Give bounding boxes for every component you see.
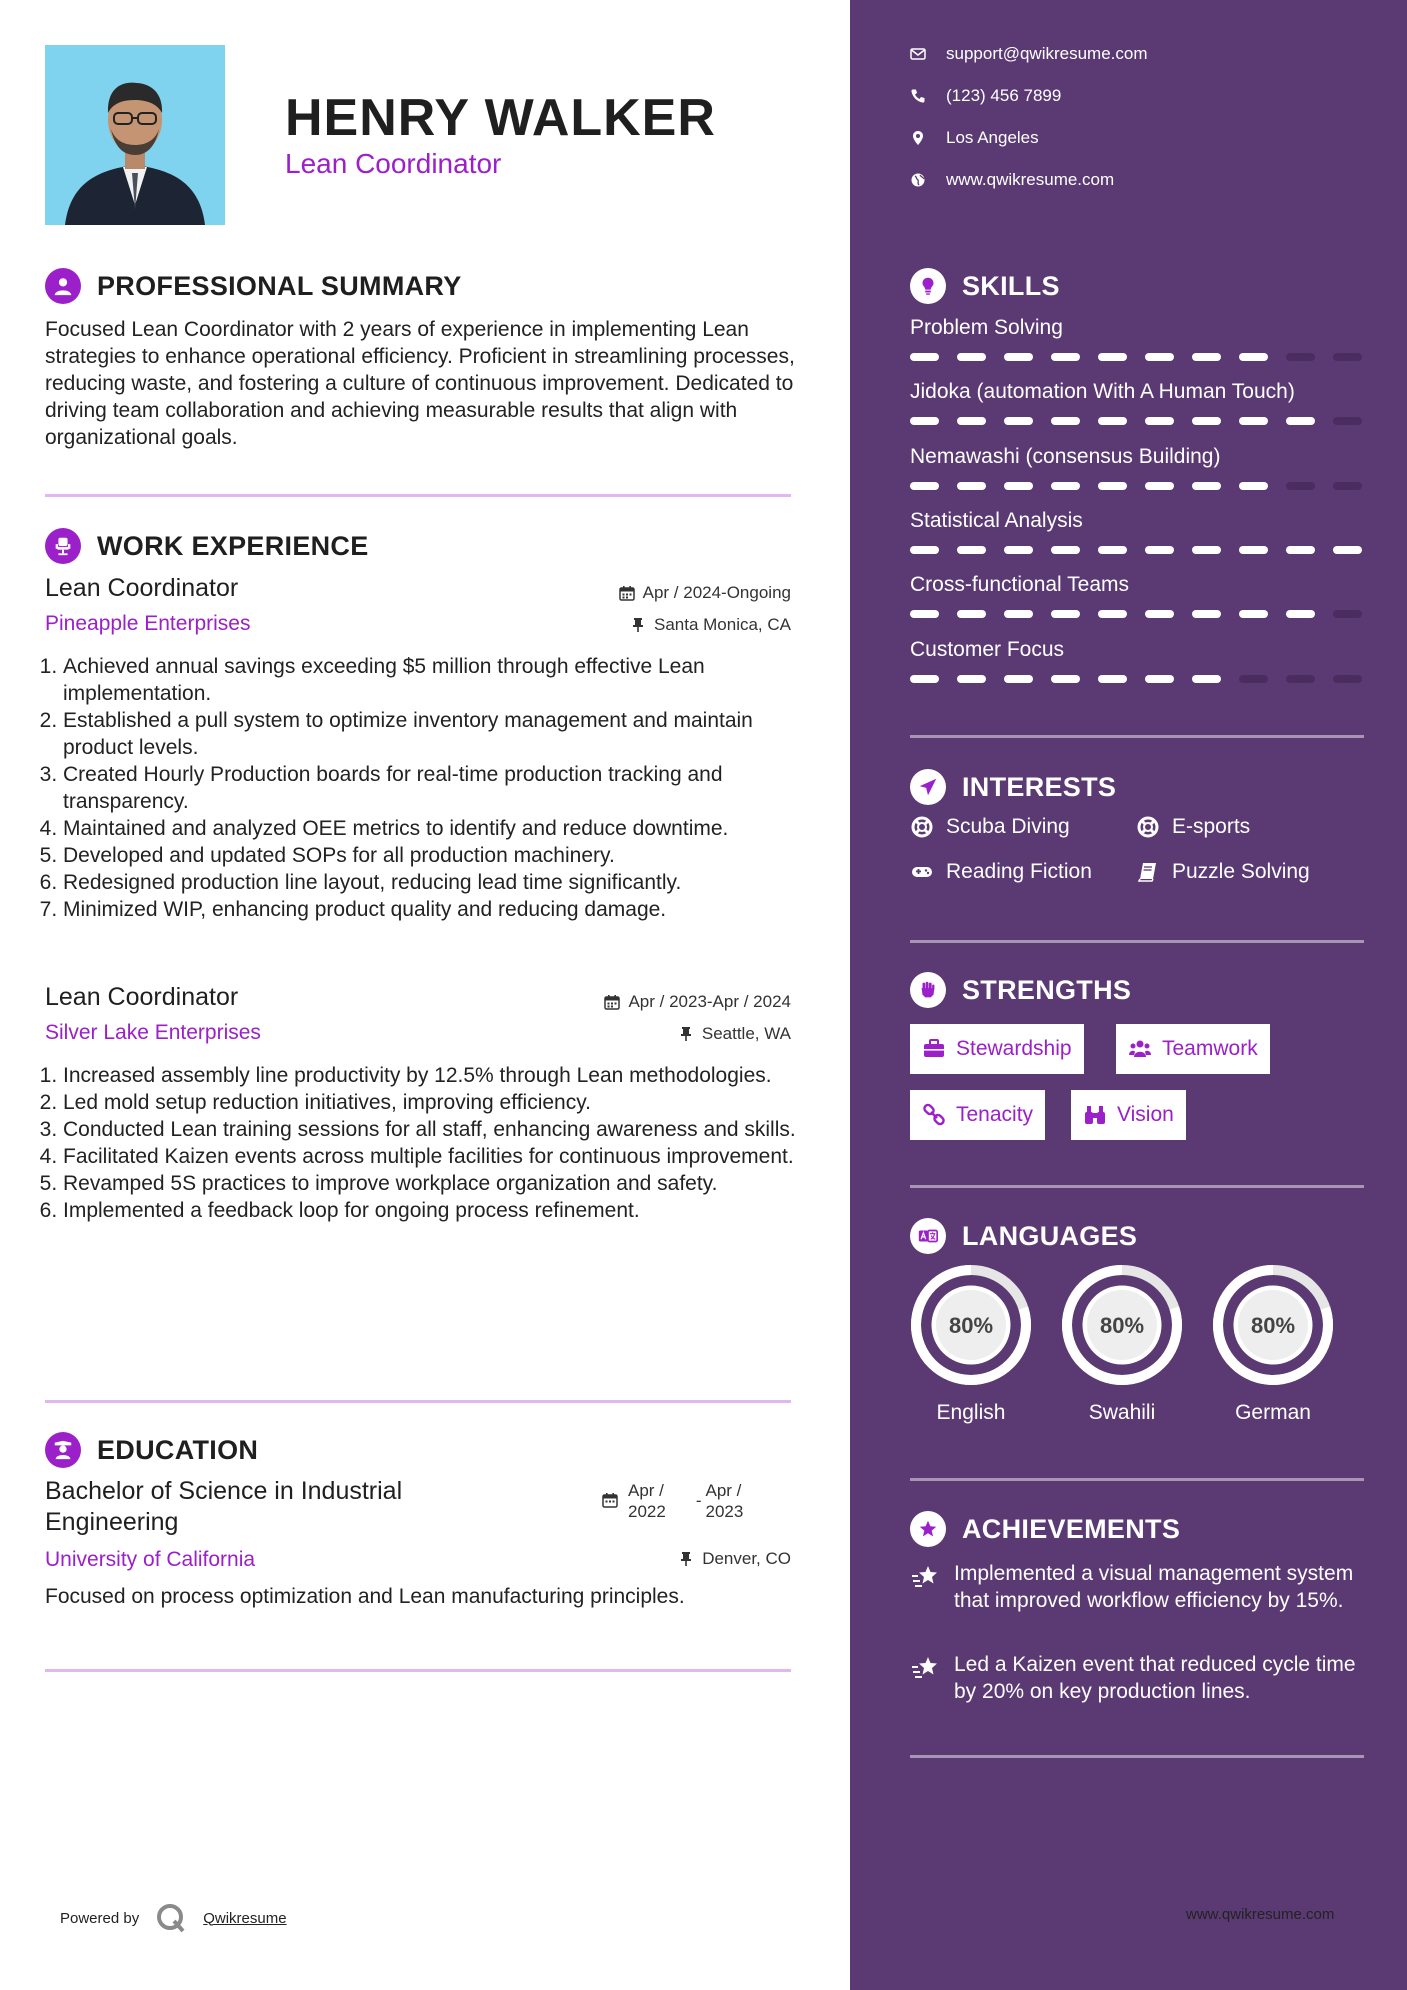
skill-item	[910, 638, 1370, 683]
skills-heading	[910, 268, 1060, 304]
language-item	[1212, 1264, 1334, 1425]
experience-heading	[45, 528, 369, 564]
interest-label: E-sports	[1172, 815, 1251, 838]
rating-dash-filled	[1051, 546, 1080, 554]
strength-chip	[910, 1024, 1084, 1074]
achievements-title: ACHIEVEMENTS	[962, 1513, 1181, 1544]
rating-dash-filled	[957, 417, 986, 425]
skill-item	[910, 509, 1370, 554]
list-item: 1. Increased assembly line productivity by 12.5% through Lean methodologies.	[63, 1062, 805, 1089]
end-year: 2023	[705, 1502, 744, 1521]
skill-rating	[910, 610, 1370, 618]
contact-email[interactable]	[910, 44, 1148, 64]
experience-title: WORK EXPERIENCE	[97, 530, 369, 561]
divider	[910, 1478, 1364, 1481]
rating-dash-filled	[1239, 482, 1268, 490]
achievement-text: Led a Kaizen event that reduced cycle time by 20% on key production lines.	[954, 1653, 1356, 1703]
rating-dash-empty	[1286, 675, 1315, 683]
phone-icon	[910, 88, 926, 104]
company-name: Pineapple Enterprises	[45, 612, 251, 635]
divider	[45, 494, 791, 497]
email-text: support@qwikresume.com	[946, 44, 1148, 63]
job-location	[630, 615, 791, 635]
strength-chip	[1116, 1024, 1270, 1074]
lifebuoy-icon	[910, 815, 934, 839]
rating-dash-filled	[1051, 417, 1080, 425]
job-title: Lean Coordinator	[45, 983, 239, 1011]
interest-item	[910, 860, 1092, 884]
rating-dash-filled	[1286, 417, 1315, 425]
rating-dash-filled	[1098, 610, 1127, 618]
list-item: 5. Developed and updated SOPs for all production machinery.	[63, 842, 805, 869]
list-item: 4. Facilitated Kaizen events across multiple facilities for continuous improvement.	[63, 1143, 805, 1170]
rating-dash-filled	[910, 610, 939, 618]
education-title: EDUCATION	[97, 1434, 259, 1465]
job-responsibilities	[45, 653, 805, 923]
skill-rating	[910, 675, 1370, 683]
paper-plane-icon	[910, 769, 946, 805]
divider	[45, 1669, 791, 1672]
language-percent: 80%	[948, 1313, 994, 1338]
star-badge-icon	[910, 1511, 946, 1547]
rating-dash-filled	[1239, 546, 1268, 554]
list-item: 7. Minimized WIP, enhancing product quality and reducing damage.	[63, 896, 805, 923]
degree-line: Bachelor of Science in Industrial	[45, 1477, 403, 1505]
link-icon	[922, 1103, 946, 1127]
rating-dash-filled	[1192, 417, 1221, 425]
rating-dash-filled	[1098, 675, 1127, 683]
rating-dash-filled	[1004, 417, 1033, 425]
powered-by	[60, 1902, 287, 1934]
language-gauge	[1061, 1264, 1183, 1386]
company-name: Silver Lake Enterprises	[45, 1021, 261, 1044]
list-item: 2. Established a pull system to optimize inventory management and maintain product levels.	[63, 707, 805, 761]
skill-rating	[910, 353, 1370, 361]
skill-item	[910, 316, 1370, 361]
rating-dash-filled	[1286, 610, 1315, 618]
education-heading	[45, 1432, 258, 1468]
rating-dash-filled	[1051, 482, 1080, 490]
user-circle-icon	[45, 268, 81, 304]
rating-dash-filled	[957, 482, 986, 490]
language-gauge	[910, 1264, 1032, 1386]
rating-dash-filled	[1004, 546, 1033, 554]
degree	[45, 1476, 402, 1538]
achievements-heading	[910, 1511, 1180, 1547]
rating-dash-filled	[1192, 482, 1221, 490]
strength-chip	[1071, 1090, 1186, 1140]
education-location-text: Denver, CO	[702, 1549, 791, 1568]
rating-dash-filled	[1145, 675, 1174, 683]
education-location	[678, 1549, 791, 1569]
strength-label: Teamwork	[1162, 1037, 1258, 1060]
rating-dash-filled	[910, 417, 939, 425]
strengths-title: STRENGTHS	[962, 974, 1132, 1005]
book-icon	[1136, 860, 1160, 884]
divider	[45, 1400, 791, 1403]
strength-label: Vision	[1117, 1103, 1174, 1126]
skill-name: Statistical Analysis	[910, 509, 1083, 532]
chair-icon	[45, 528, 81, 564]
rating-dash-filled	[1098, 417, 1127, 425]
divider	[910, 1755, 1364, 1758]
contact-website[interactable]	[910, 170, 1114, 190]
candidate-role: Lean Coordinator	[285, 148, 502, 179]
rating-dash-empty	[1333, 610, 1362, 618]
achievement-item	[910, 1560, 1370, 1614]
skills-title: SKILLS	[962, 270, 1060, 301]
shooting-star-icon	[910, 1653, 940, 1683]
summary-title: PROFESSIONAL SUMMARY	[97, 270, 462, 301]
rating-dash-filled	[1098, 546, 1127, 554]
skill-rating	[910, 482, 1370, 490]
language-name: English	[936, 1401, 1006, 1424]
language-item	[1061, 1264, 1183, 1425]
rating-dash-filled	[1145, 353, 1174, 361]
calendar-icon	[619, 585, 635, 601]
rating-dash-empty	[1286, 353, 1315, 361]
rating-dash-filled	[1333, 546, 1362, 554]
interest-label: Puzzle Solving	[1172, 860, 1310, 883]
gamepad-icon	[910, 860, 934, 884]
footer-website[interactable]: www.qwikresume.com	[1186, 1906, 1335, 1923]
rating-dash-filled	[957, 610, 986, 618]
list-item: 6. Implemented a feedback loop for ongoing process refinement.	[63, 1197, 805, 1224]
language-percent: 80%	[1099, 1313, 1145, 1338]
skill-name: Nemawashi (consensus Building)	[910, 445, 1221, 468]
rating-dash-filled	[1239, 610, 1268, 618]
powered-by-label: Powered by	[60, 1909, 140, 1927]
rating-dash-filled	[1145, 417, 1174, 425]
qwikresume-logo-icon	[155, 1902, 187, 1934]
language-percent: 80%	[1250, 1313, 1296, 1338]
rating-dash-empty	[1333, 675, 1362, 683]
globe-icon	[910, 172, 926, 188]
job-title: Lean Coordinator	[45, 574, 239, 602]
education-description: Focused on process optimization and Lean manufacturing principles.	[45, 1585, 685, 1608]
rating-dash-empty	[1333, 482, 1362, 490]
interest-label: Reading Fiction	[946, 860, 1092, 883]
skill-item	[910, 380, 1370, 425]
rating-dash-filled	[1004, 353, 1033, 361]
website-text: www.qwikresume.com	[946, 170, 1115, 189]
interest-item	[1136, 815, 1250, 839]
rating-dash-filled	[1051, 610, 1080, 618]
pin-icon	[678, 1026, 694, 1042]
end-date	[706, 1480, 744, 1522]
list-item: 3. Conducted Lean training sessions for all staff, enhancing awareness and skills.	[63, 1116, 805, 1143]
graduate-icon	[45, 1432, 81, 1468]
envelope-icon	[910, 46, 926, 62]
job-responsibilities	[45, 1062, 805, 1224]
profile-photo	[45, 45, 225, 225]
achievement-item	[910, 1651, 1370, 1705]
job-date	[604, 992, 791, 1012]
rating-dash-filled	[1004, 482, 1033, 490]
rating-dash-empty	[1333, 353, 1362, 361]
language-name: Swahili	[1088, 1401, 1156, 1424]
language-item	[910, 1264, 1032, 1425]
skill-rating	[910, 546, 1370, 554]
start-month: Apr /	[628, 1481, 664, 1500]
rating-dash-filled	[1004, 675, 1033, 683]
list-item: 5. Revamped 5S practices to improve workplace organization and safety.	[63, 1170, 805, 1197]
rating-dash-filled	[1098, 353, 1127, 361]
divider	[910, 735, 1364, 738]
list-item: 6. Redesigned production line layout, reducing lead time significantly.	[63, 869, 805, 896]
strength-label: Stewardship	[956, 1037, 1072, 1060]
skill-item	[910, 445, 1370, 490]
rating-dash-empty	[1239, 675, 1268, 683]
school-name: University of California	[45, 1548, 256, 1571]
rating-dash-filled	[1145, 482, 1174, 490]
achievement-text: Implemented a visual management system that improved workflow efficiency by 15%.	[954, 1562, 1354, 1612]
rating-dash-filled	[1004, 610, 1033, 618]
job-location-text: Seattle, WA	[701, 1024, 791, 1043]
candidate-name: HENRY WALKER	[285, 89, 716, 147]
rating-dash-empty	[1286, 482, 1315, 490]
interest-item	[1136, 860, 1310, 884]
qwikresume-link[interactable]: Qwikresume	[203, 1909, 287, 1927]
shooting-star-icon	[910, 1562, 940, 1592]
rating-dash-filled	[1286, 546, 1315, 554]
skill-name: Cross-functional Teams	[910, 573, 1130, 596]
rating-dash-filled	[1239, 353, 1268, 361]
contact-phone[interactable]	[910, 86, 1061, 106]
skill-name: Problem Solving	[910, 316, 1063, 339]
translate-icon	[910, 1218, 946, 1254]
languages-heading	[910, 1218, 1137, 1254]
phone-text: (123) 456 7899	[946, 86, 1062, 105]
languages-title: LANGUAGES	[962, 1220, 1138, 1251]
rating-dash-empty	[1333, 417, 1362, 425]
rating-dash-filled	[1192, 353, 1221, 361]
skill-item	[910, 573, 1370, 618]
education-date	[602, 1480, 743, 1522]
interests-heading	[910, 769, 1116, 805]
interests-title: INTERESTS	[962, 771, 1117, 802]
rating-dash-filled	[1145, 546, 1174, 554]
pin-icon	[678, 1551, 694, 1567]
calendar-icon	[602, 1492, 618, 1508]
list-item: 4. Maintained and analyzed OEE metrics to identify and reduce downtime.	[63, 815, 805, 842]
strength-label: Tenacity	[956, 1103, 1034, 1126]
rating-dash-filled	[957, 675, 986, 683]
skill-rating	[910, 417, 1370, 425]
rating-dash-filled	[910, 546, 939, 554]
list-item: 2. Led mold setup reduction initiatives, improving efficiency.	[63, 1089, 805, 1116]
start-year: 2022	[628, 1502, 666, 1521]
briefcase-icon	[922, 1037, 946, 1061]
rating-dash-filled	[1145, 610, 1174, 618]
rating-dash-filled	[1239, 417, 1268, 425]
divider	[910, 940, 1364, 943]
summary-heading	[45, 268, 462, 304]
interest-item	[910, 815, 1070, 839]
rating-dash-filled	[957, 353, 986, 361]
rating-dash-filled	[910, 353, 939, 361]
contact-location	[910, 128, 1039, 148]
binoculars-icon	[1083, 1103, 1107, 1127]
skill-name: Customer Focus	[910, 638, 1065, 661]
rating-dash-filled	[1051, 675, 1080, 683]
lightbulb-icon	[910, 268, 946, 304]
date-separator: -	[695, 1491, 702, 1510]
summary-text: Focused Lean Coordinator with 2 years of experience in implementing Lean strategies to enhance operational efficiency. Proficient in streamlining processes, reducing waste, and fostering a culture of continuous improvement. Dedicated to driving team collaboration and achieving measurable results that align with organizational goals.	[45, 318, 795, 449]
job-location	[678, 1024, 791, 1044]
language-gauge	[1212, 1264, 1334, 1386]
rating-dash-filled	[1192, 546, 1221, 554]
job-date-text: Apr / 2023-Apr / 2024	[628, 992, 791, 1011]
map-marker-icon	[910, 130, 926, 146]
divider	[910, 1185, 1364, 1188]
interest-label: Scuba Diving	[946, 815, 1070, 838]
lifebuoy-icon	[1136, 815, 1160, 839]
rating-dash-filled	[910, 675, 939, 683]
rating-dash-filled	[1051, 353, 1080, 361]
sidebar	[850, 0, 1407, 1990]
rating-dash-filled	[1192, 610, 1221, 618]
job-date	[619, 583, 791, 603]
users-icon	[1128, 1037, 1152, 1061]
strength-chip	[910, 1090, 1045, 1140]
rating-dash-filled	[910, 482, 939, 490]
end-month: Apr /	[705, 1481, 742, 1500]
start-date	[628, 1480, 666, 1522]
job-date-text: Apr / 2024-Ongoing	[642, 583, 791, 602]
location-text: Los Angeles	[946, 128, 1039, 147]
rating-dash-filled	[957, 546, 986, 554]
skill-name: Jidoka (automation With A Human Touch)	[910, 380, 1295, 403]
pin-icon	[630, 617, 646, 633]
degree-line: Engineering	[45, 1508, 179, 1536]
rating-dash-filled	[1098, 482, 1127, 490]
rating-dash-filled	[1192, 675, 1221, 683]
list-item: 1. Achieved annual savings exceeding $5 million through effective Lean implementation.	[63, 653, 805, 707]
fist-icon	[910, 972, 946, 1008]
strengths-heading	[910, 972, 1131, 1008]
language-name: German	[1235, 1401, 1311, 1424]
list-item: 3. Created Hourly Production boards for real-time production tracking and transparency.	[63, 761, 805, 815]
job-location-text: Santa Monica, CA	[653, 615, 791, 634]
calendar-icon	[604, 994, 620, 1010]
